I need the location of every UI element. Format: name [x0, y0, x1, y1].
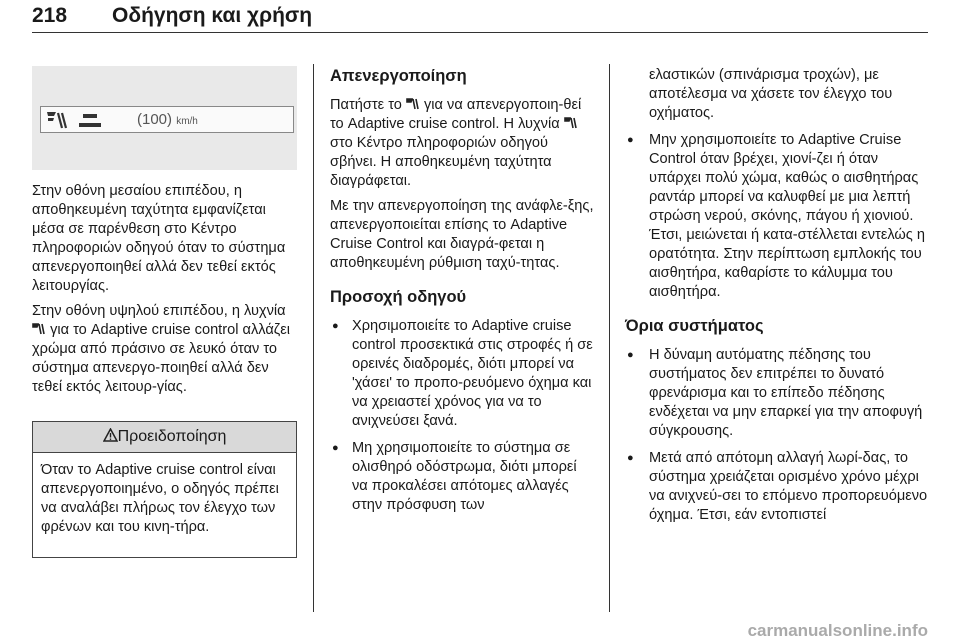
stored-speed-readout: (100) km/h [137, 111, 198, 128]
right-column [625, 66, 928, 525]
list-item: ● Χρησιμοποιείτε το Adaptive cruise control προσεκτικά στις στροφές ή σε ορεινές διαδρομές, διότι μπορεί να 'χάσει' το προπο-ρευόμενο όχημα και να χρειαστεί χρόνος για να το ανιχνεύσει ξανά. [330, 317, 595, 431]
list-item: ● Μετά από απότομη αλλαγή λωρί-δας, το σύστημα χρειάζεται ορισμένο χρόνο μέχρι να ανιχνεύ-σει το επόμενο προπορευόμενο όχημα. Έτσι, εάν εντοπιστεί [625, 449, 928, 525]
left-column [32, 182, 297, 397]
warning-text: Όταν το Adaptive cruise control είναι απενεργοποιημένο, ο οδηγός πρέπει να αναλάβει πλήρως τον έλεγχο των φρένων και του κινη-τήρα. [41, 462, 279, 535]
warning-title: Προειδοποίηση [117, 428, 227, 445]
paragraph: Στην οθόνη υψηλού επιπέδου, η λυχνία για το Adaptive cruise control αλλάζει χρώμα από πράσινο σε λευκό όταν το σύστημα απενεργο-ποιηθεί αλλά δεν τεθεί εκτός λειτουρ-γίας. [32, 303, 290, 395]
header-rule [32, 32, 928, 33]
display-figure [32, 66, 297, 170]
cruise-control-lamp-icon [32, 322, 46, 336]
bullet-list [625, 131, 928, 302]
cruise-control-lamp-icon [564, 116, 578, 130]
cruise-control-lamp-icon [45, 110, 71, 130]
driver-info-display [40, 106, 294, 133]
column-divider [313, 64, 314, 612]
paragraph: Με την απενεργοποίηση της ανάφλε-ξης, απενεργοποιείται επίσης το Adaptive Cruise Control και διαγρά-φεται η αποθηκευμένη ρύθμιση ταχύ-τητας. [330, 198, 594, 271]
column-divider [609, 64, 610, 612]
list-item: ● Μη χρησιμοποιείτε το σύστημα σε ολισθηρό οδόστρωμα, διότι μπορεί να προκαλέσει απότομες αλλαγές στην πρόσφυση των [330, 439, 595, 515]
list-item: ● Μην χρησιμοποιείτε το Adaptive Cruise Control όταν βρέχει, χιονί-ζει ή όταν υπάρχει πολύ χώμα, καθώς ο αισθητήρας ραντάρ μπορεί να καλυφθεί με μια λεπτή στρώση νερού, σκόνης, πάγου ή χιονιού. Έτσι, μειώνεται ή κατα-στέλλεται εντελώς η ορατότητα. Στην περίπτωση εμπλοκής του αισθητήρα, καθαρίστε το κάλυμμα του αισθητήρα. [625, 131, 928, 302]
section-heading: Προσοχή οδηγού [330, 288, 467, 306]
watermark: carmanualsonline.info [747, 621, 928, 640]
page-title: Οδήγηση και χρήση [112, 4, 313, 27]
page-header [32, 4, 312, 28]
paragraph: Στην οθόνη μεσαίου επιπέδου, η αποθηκευμένη ταχύτητα εμφανίζεται μέσα σε παρένθεση στο Κέντρο πληροφοριών οδηγού όταν το σύστημα απενεργοποιηθεί αλλά δεν τεθεί εκτός λειτουργίας. [32, 183, 286, 294]
middle-column [330, 66, 595, 515]
paragraph: ελαστικών (σπινάρισμα τροχών), με αποτέλεσμα να χάσετε τον έλεγχο του οχήματος. [649, 67, 893, 121]
bullet-list [330, 317, 595, 515]
section-heading: Απενεργοποίηση [330, 67, 467, 85]
warning-triangle-icon [103, 428, 118, 442]
list-item: ● Η δύναμη αυτόματης πέδησης του συστήματος δεν επιτρέπει το δυνατό φρενάρισμα και το επίπεδο πέδησης ενδέχεται να μην επαρκεί για την αποφυγή σύγκρουσης. [625, 346, 928, 441]
page-number: 218 [32, 4, 68, 27]
cruise-control-lamp-icon [406, 97, 420, 111]
bullet-list [625, 346, 928, 525]
paragraph: Πατήστε το για να απενεργοποιη-θεί το Adaptive cruise control. Η λυχνία στο Κέντρο πληροφοριών οδηγού σβήνει. Η αποθηκευμένη ταχύτητα διαγράφεται. [330, 97, 582, 189]
section-heading: Όρια συστήματος [625, 317, 764, 335]
warning-box [32, 421, 297, 558]
speed-unit: km/h [176, 116, 198, 127]
warning-header [33, 422, 296, 453]
stored-speed-icon [77, 110, 103, 130]
